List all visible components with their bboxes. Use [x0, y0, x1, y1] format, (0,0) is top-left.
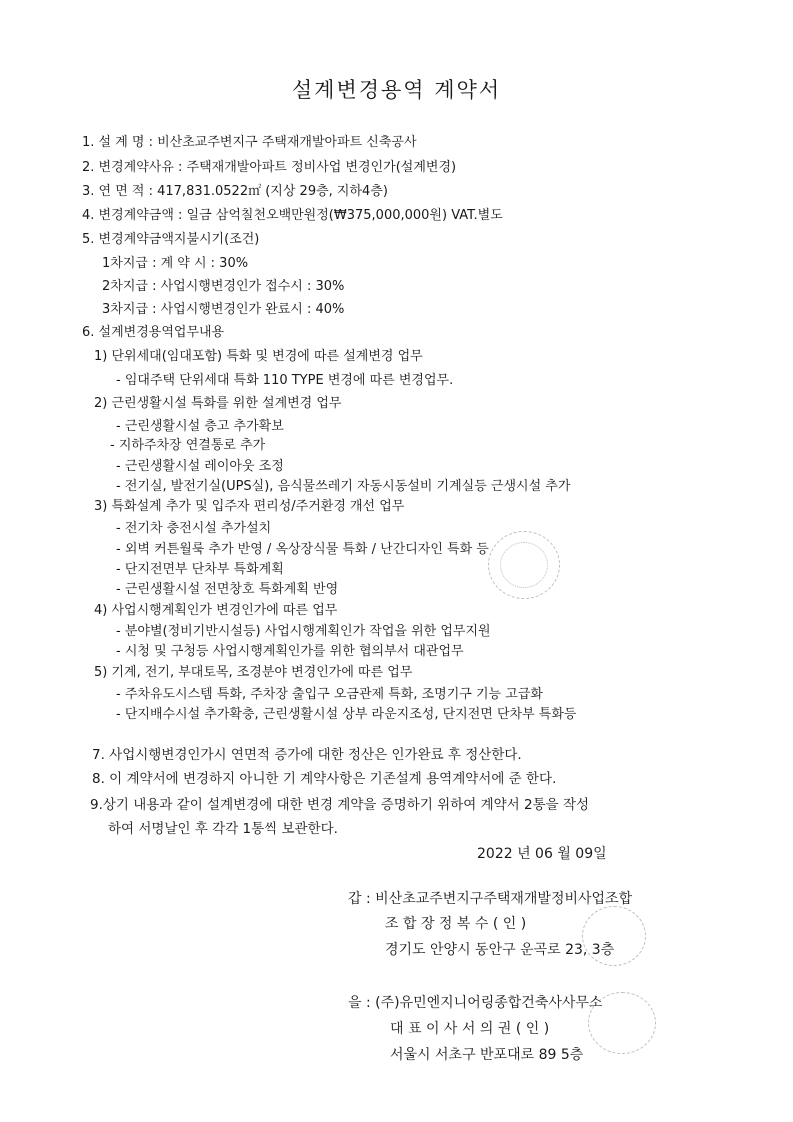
- party-b-rep: 대 표 이 사 서 의 권 ( 인 ): [390, 1021, 550, 1037]
- scope-4-bullet: - 분야별(정비기반시설등) 사업시행계획인가 작업을 위한 업무지원: [116, 624, 491, 639]
- item-change-reason: 2. 변경계약사유 : 주택재개발아파트 정비사업 변경인가(설계변경): [82, 160, 457, 175]
- party-b-address: 서울시 서초구 반포대로 89 5층: [390, 1047, 584, 1063]
- party-a-name: 갑 : 비산초교주변지구주택재개발정비사업조합: [348, 891, 633, 907]
- payment-1: 1차지급 : 계 약 시 : 30%: [102, 256, 249, 271]
- scope-3-bullet: - 근린생활시설 전면창호 특화계획 반영: [116, 582, 339, 597]
- scope-3-bullet: - 외벽 커튼월룩 추가 반영 / 옥상장식물 특화 / 난간디자인 특화 등: [116, 542, 489, 557]
- clause-8: 8. 이 계약서에 변경하지 아니한 기 계약사항은 기존설계 용역계약서에 준 한다.: [92, 771, 557, 787]
- item-contract-amount: 4. 변경계약금액 : 일금 삼억칠천오백만원정(₩375,000,000원) VAT.별도: [82, 208, 503, 223]
- scope-2-bullet: - 근린생활시설 레이아웃 조정: [116, 459, 284, 474]
- scope-4-heading: 4) 사업시행계획인가 변경인가에 따른 업무: [94, 603, 338, 618]
- party-b-seal-stamp: [588, 992, 656, 1054]
- scope-2-bullet: - 지하주차장 연결통로 추가: [110, 438, 266, 453]
- clause-7: 7. 사업시행변경인가시 연면적 증가에 대한 정산은 인가완료 후 정산한다.: [92, 747, 522, 763]
- scope-5-heading: 5) 기계, 전기, 부대토목, 조경분야 변경인가에 따른 업무: [94, 665, 413, 680]
- scope-1-heading: 1) 단위세대(임대포함) 특화 및 변경에 따른 설계변경 업무: [94, 349, 423, 364]
- payment-3: 3차지급 : 사업시행변경인가 완료시 : 40%: [102, 302, 345, 317]
- party-a-rep: 조 합 장 정 복 수 ( 인 ): [385, 916, 527, 932]
- document-title: 설계변경용역 계약서: [291, 78, 502, 102]
- scope-4-bullet: - 시청 및 구청등 사업시행계획인가를 위한 협의부서 대관업무: [116, 644, 464, 659]
- scope-5-bullet: - 주차유도시스템 특화, 주차장 출입구 오금관제 특화, 조명기구 기능 고급화: [116, 687, 543, 702]
- scope-2-heading: 2) 근린생활시설 특화를 위한 설계변경 업무: [94, 396, 342, 411]
- party-a-address: 경기도 안양시 동안구 운곡로 23, 3층: [385, 942, 615, 958]
- seal-stamp-inner: [500, 542, 548, 588]
- item-payment-terms: 5. 변경계약금액지불시기(조건): [82, 232, 260, 247]
- scope-heading: 6. 설계변경용역업무내용: [82, 325, 225, 340]
- clause-9: 9.상기 내용과 같이 설계변경에 대한 변경 계약을 증명하기 위하여 계약서 2통을 작성: [90, 797, 590, 813]
- clause-9-cont: 하여 서명날인 후 각각 1통씩 보관한다.: [108, 821, 338, 837]
- party-a-seal-stamp: [582, 906, 646, 966]
- party-b-name: 을 : (주)유민엔지니어링종합건축사사무소: [348, 995, 603, 1011]
- scope-2-bullet: - 전기실, 발전기실(UPS실), 음식물쓰레기 자동시동설비 기계실등 근생시설 추가: [116, 479, 571, 494]
- scope-3-bullet: - 전기차 충전시설 추가설치: [116, 521, 272, 536]
- scope-5-bullet: - 단지배수시설 추가확충, 근린생활시설 상부 라운지조성, 단지전면 단차부 특화등: [116, 707, 577, 722]
- contract-date: 2022 년 06 월 09일: [477, 846, 607, 862]
- scope-3-heading: 3) 특화설계 추가 및 입주자 편리성/주거환경 개선 업무: [94, 499, 405, 514]
- scope-1-bullet: - 임대주택 단위세대 특화 110 TYPE 변경에 따른 변경업무.: [116, 373, 454, 388]
- item-floor-area: 3. 연 면 적 : 417,831.0522㎡ (지상 29층, 지하4층): [82, 184, 388, 199]
- item-project-name: 1. 설 계 명 : 비산초교주변지구 주택재개발아파트 신축공사: [82, 135, 417, 150]
- scope-2-bullet: - 근린생활시설 층고 추가확보: [116, 419, 284, 434]
- scope-3-bullet: - 단지전면부 단차부 특화계획: [116, 562, 284, 577]
- payment-2: 2차지급 : 사업시행변경인가 접수시 : 30%: [102, 279, 345, 294]
